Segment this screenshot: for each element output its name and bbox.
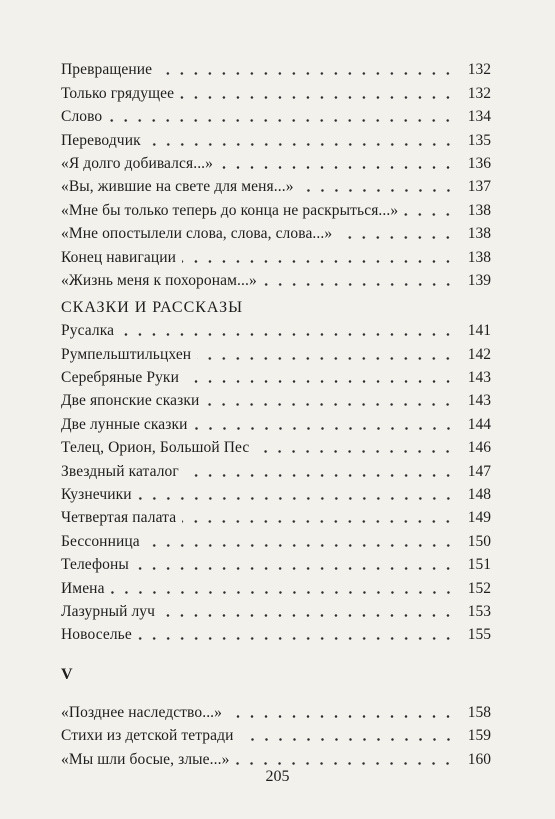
toc-entry (61, 126, 491, 149)
toc-entry-page: 150 (467, 532, 491, 550)
dot-leader (182, 260, 455, 263)
dot-leader (138, 637, 455, 640)
toc-entry (61, 551, 491, 574)
toc-entry-title: Конец навигации (61, 248, 177, 266)
dot-leader (235, 762, 455, 765)
toc-entry-title: Румпельштильцхен (61, 345, 192, 363)
dot-leader (338, 236, 455, 239)
toc-entry-page: 135 (467, 131, 491, 149)
toc-entry-page: 155 (467, 626, 491, 644)
toc-entry (61, 410, 491, 433)
toc-entry (61, 745, 491, 768)
dot-leader (194, 427, 455, 430)
dot-leader (185, 380, 455, 383)
toc-entry (61, 340, 491, 363)
toc-entry-page: 143 (467, 369, 491, 387)
toc-entry-title: Лазурный луч (61, 602, 156, 620)
toc-entry-page: 149 (467, 509, 491, 527)
part-heading: V (61, 666, 73, 684)
toc-entry-page: 138 (467, 201, 491, 219)
section-heading: СКАЗКИ И РАССКАЗЫ (61, 298, 244, 316)
toc-entry-page: 132 (467, 84, 491, 102)
toc-entry-page: 153 (467, 602, 491, 620)
toc-entry-page: 139 (467, 271, 491, 289)
toc-entry-title: Телефоны (61, 556, 129, 574)
toc-entry-page: 146 (467, 439, 491, 457)
toc-entry-title: Две японские сказки (61, 392, 200, 410)
dot-leader (182, 520, 455, 523)
toc-entry-title: Переводчик (61, 131, 141, 149)
dot-leader (111, 591, 455, 594)
toc-entry-title: Две лунные сказки (61, 415, 188, 433)
toc-group-stories (61, 317, 491, 644)
dot-leader (185, 474, 455, 477)
page-number: 205 (265, 768, 290, 785)
toc-entry-title: «Вы, жившие на свете для меня...» (61, 178, 294, 196)
dot-leader (158, 72, 455, 75)
toc-entry (61, 621, 491, 644)
toc-entry-page: 158 (467, 703, 491, 721)
toc-entry-title: «Жизнь меня к похоронам...» (61, 271, 257, 289)
toc-entry-page: 148 (467, 486, 491, 504)
toc-entry-page: 134 (467, 108, 491, 126)
dot-leader (263, 283, 455, 286)
dot-leader (138, 497, 455, 500)
toc-entry (61, 220, 491, 243)
toc-entry-page: 141 (467, 322, 491, 340)
toc-entry-page: 136 (467, 154, 491, 172)
dot-leader (146, 544, 455, 547)
toc-entry-page: 137 (467, 178, 491, 196)
dot-leader (197, 357, 455, 360)
toc-entry-title: «Мне бы только теперь до конца не раскрыться...» (61, 201, 399, 219)
toc-entry (61, 527, 491, 550)
toc-entry (61, 243, 491, 266)
toc-entry-title: Звездный каталог (61, 462, 179, 480)
dot-leader (228, 715, 455, 718)
toc-entry-page: 138 (467, 248, 491, 266)
toc-entry-page: 151 (467, 556, 491, 574)
table-of-contents (61, 56, 491, 769)
toc-entry-title: «Мне опостылели слова, слова, слова...» (61, 225, 333, 243)
toc-entry (61, 387, 491, 410)
toc-entry-title: «Позднее наследство...» (61, 703, 222, 721)
toc-entry (61, 56, 491, 79)
toc-entry (61, 598, 491, 621)
toc-entry (61, 504, 491, 527)
dot-leader (219, 166, 455, 169)
toc-entry-page: 132 (467, 61, 491, 79)
toc-entry-title: «Мы шли босые, злые...» (61, 750, 230, 768)
dot-leader (161, 614, 455, 617)
toc-entry-title: Новоселье (61, 626, 132, 644)
toc-entry-title: Русалка (61, 322, 115, 340)
dot-leader (255, 450, 455, 453)
toc-entry-page: 143 (467, 392, 491, 410)
toc-group-poems (61, 56, 491, 290)
toc-entry-page: 147 (467, 462, 491, 480)
toc-entry (61, 150, 491, 173)
dot-leader (240, 738, 455, 741)
toc-entry-title: Бессонница (61, 532, 140, 550)
toc-entry (61, 103, 491, 126)
toc-entry (61, 481, 491, 504)
dot-leader (135, 567, 455, 570)
toc-entry (61, 267, 491, 290)
toc-entry-title: Только грядущее (61, 84, 175, 102)
toc-entry-title: Слово (61, 108, 103, 126)
toc-entry-title: Кузнечики (61, 486, 132, 504)
toc-entry (61, 457, 491, 480)
toc-entry-title: Телец, Орион, Большой Пес (61, 439, 250, 457)
toc-entry (61, 317, 491, 340)
dot-leader (180, 96, 455, 99)
toc-entry-page: 152 (467, 579, 491, 597)
dot-leader (120, 333, 455, 336)
toc-entry-page: 138 (467, 225, 491, 243)
toc-entry-page: 144 (467, 415, 491, 433)
toc-entry-title: Четвертая палата (61, 509, 177, 527)
dot-leader (147, 143, 455, 146)
toc-entry (61, 79, 491, 102)
toc-entry-page: 160 (467, 750, 491, 768)
toc-entry (61, 698, 491, 721)
toc-entry (61, 173, 491, 196)
toc-entry-title: «Я долго добивался...» (61, 154, 213, 172)
toc-entry-title: Имена (61, 579, 105, 597)
toc-entry-title: Серебряные Руки (61, 369, 179, 387)
toc-entry (61, 574, 491, 597)
toc-entry (61, 364, 491, 387)
dot-leader (205, 403, 455, 406)
dot-leader (300, 189, 455, 192)
toc-entry-title: Стихи из детской тетради (61, 727, 234, 745)
toc-entry-page: 142 (467, 345, 491, 363)
dot-leader (108, 119, 455, 122)
toc-entry (61, 196, 491, 219)
dot-leader (404, 213, 455, 216)
toc-entry (61, 722, 491, 745)
toc-entry (61, 434, 491, 457)
toc-entry-title: Превращение (61, 61, 153, 79)
toc-group-part-five (61, 698, 491, 768)
toc-entry-page: 159 (467, 727, 491, 745)
